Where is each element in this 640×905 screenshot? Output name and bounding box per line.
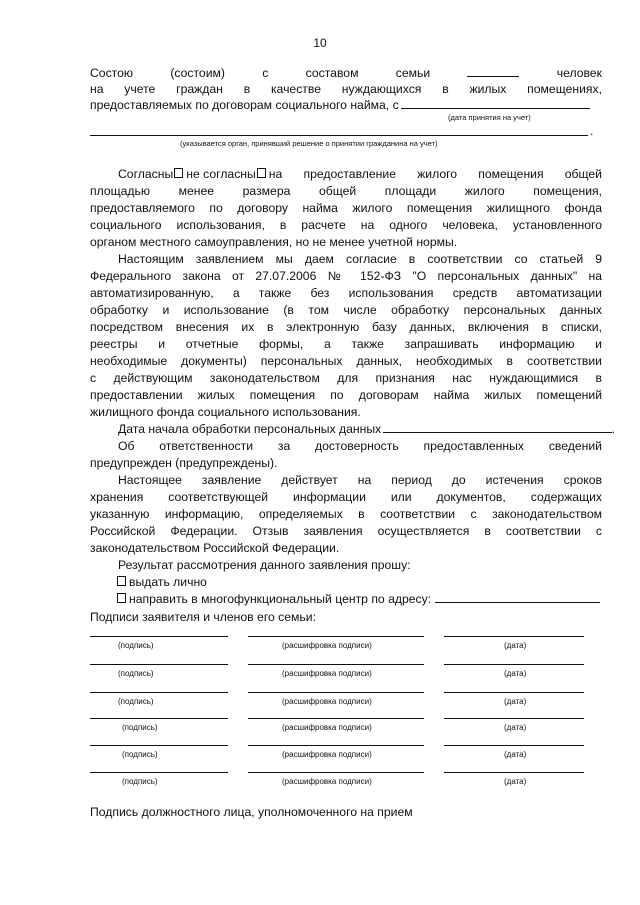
organ-line-period: . (590, 124, 594, 138)
intro-word: нуждающихся (341, 82, 422, 96)
intro-word: граждан (176, 82, 223, 96)
pd-word: и (158, 337, 166, 351)
intro-word: семьи (395, 66, 431, 80)
validity-line-4: Российской Федерации. Отзыв заявления осуществляется в соответствии с (90, 524, 602, 538)
consent-word: общей (318, 184, 357, 198)
pd-word: а (323, 337, 331, 351)
validity-line-5: законодательством Российской Федерации. (90, 541, 340, 555)
intro-text: предоставляемых по договорам социального найма, с (90, 98, 399, 112)
issue-personally-checkbox[interactable] (117, 576, 126, 586)
start-date-line (90, 421, 615, 437)
mfc-address-blank[interactable] (435, 591, 600, 603)
pd-line-8: с действующим законодательством для признания нас нуждающимися в (90, 371, 602, 385)
date-caption: (дата) (504, 723, 527, 732)
pd-word: отчетные (185, 337, 239, 351)
disagree-label: не согласны (186, 167, 256, 181)
agree-checkbox[interactable] (174, 168, 183, 178)
date-caption: (дата) (504, 641, 527, 650)
consent-line-3: предоставляемого по договору найма жилого помещения жилищного фонда (90, 201, 602, 215)
pd-line-1: Настоящим заявлением мы даем согласие в соответствии со статьей 9 (118, 252, 602, 266)
pd-line-9: предоставлении жилых помещения по договорам найма жилых помещений (90, 388, 602, 402)
issue-personally-label: выдать лично (129, 575, 207, 589)
result-option-2 (116, 591, 600, 607)
date-caption: (дата) (504, 697, 527, 706)
signature-line[interactable] (90, 636, 228, 637)
intro-line-3 (90, 97, 590, 113)
signature-caption: (подпись) (122, 723, 158, 732)
consent-word: жилого (464, 184, 505, 198)
date-line[interactable] (444, 745, 584, 746)
intro-word: (состоим) (170, 66, 225, 80)
result-heading: Результат рассмотрения данного заявления прошу: (118, 558, 411, 572)
pd-word: запрашивать (404, 337, 479, 351)
decode-line[interactable] (248, 772, 424, 773)
consent-word: площадью (90, 184, 151, 198)
consent-word: размера (242, 184, 291, 198)
decode-line[interactable] (248, 636, 424, 637)
result-option-1 (116, 574, 628, 590)
responsibility-word: сведений (548, 439, 602, 453)
intro-word: Состою (90, 66, 134, 80)
signature-line[interactable] (90, 718, 228, 719)
send-to-mfc-checkbox[interactable] (117, 593, 126, 603)
disagree-checkbox[interactable] (257, 168, 266, 178)
intro-word: в (243, 82, 251, 96)
pd-line-7: необходимые документы) персональных данных, необходимых в соответствии (90, 354, 602, 368)
consent-word: менее (178, 184, 215, 198)
pd-line-5: посредством внесения их в электронную базу данных, включения в списки, (90, 320, 602, 334)
decode-line[interactable] (248, 664, 424, 665)
decode-line[interactable] (248, 692, 424, 693)
consent-text: на предоставление жилого помещения общей (268, 167, 602, 181)
date-caption: (дата) (504, 669, 527, 678)
signature-caption: (подпись) (122, 750, 158, 759)
date-line[interactable] (444, 636, 584, 637)
send-to-mfc-label: направить в многофункциональный центр по адресу: (129, 592, 432, 606)
intro-word: составом (305, 66, 359, 80)
signature-caption: (подпись) (118, 669, 154, 678)
validity-line-1: Настоящее заявление действует на период до истечения сроков (118, 473, 602, 487)
responsibility-word: за (277, 439, 291, 453)
consent-line-1 (90, 166, 602, 182)
pd-line-6 (90, 336, 602, 352)
decode-caption: (расшифровка подписи) (282, 697, 372, 706)
responsibility-word: достоверность (315, 439, 399, 453)
date-line[interactable] (444, 772, 584, 773)
pd-word: также (351, 337, 384, 351)
family-size-blank[interactable] (467, 65, 519, 77)
date-caption: (дата) (504, 777, 527, 786)
pd-line-4: обработку и использование (в том числе обработку персональных данных (90, 303, 602, 317)
decode-caption: (расшифровка подписи) (282, 723, 372, 732)
signature-caption: (подпись) (118, 641, 154, 650)
decode-caption: (расшифровка подписи) (282, 641, 372, 650)
consent-word: помещения, (533, 184, 602, 198)
signature-line[interactable] (90, 772, 228, 773)
consent-line-5: органом местного самоуправления, но не менее учетной нормы. (90, 235, 458, 249)
intro-line-2 (90, 81, 602, 97)
signature-line[interactable] (90, 745, 228, 746)
start-date-blank[interactable] (383, 421, 611, 433)
consent-word: площади (384, 184, 437, 198)
pd-line-10: жилищного фонда социального использования. (90, 405, 361, 419)
date-caption: (дата) (504, 750, 527, 759)
pd-word: реестры (90, 337, 138, 351)
pd-word: и (595, 337, 602, 351)
responsibility-word: Об (118, 439, 135, 453)
validity-line-2: хранения соответствующей информации или документов, содержащих (90, 490, 602, 504)
date-line[interactable] (444, 718, 584, 719)
signature-caption: (подпись) (118, 697, 154, 706)
consent-line-4: социального использования, в расчете на одного человека, установленного (90, 218, 602, 232)
intro-word: помещениях, (527, 82, 602, 96)
start-date-label: Дата начала обработки персональных данных (118, 422, 382, 436)
responsibility-line-2: предупрежден (предупреждены). (90, 456, 278, 470)
intro-word: человек (556, 66, 602, 80)
intro-line-1 (90, 65, 602, 81)
responsibility-line-1 (90, 438, 602, 454)
responsibility-word: ответственности (159, 439, 254, 453)
consent-line-2 (90, 183, 602, 199)
date-line[interactable] (444, 692, 584, 693)
decode-caption: (расшифровка подписи) (282, 669, 372, 678)
decode-caption: (расшифровка подписи) (282, 777, 372, 786)
signature-caption: (подпись) (122, 777, 158, 786)
date-caption: (дата принятия на учет) (448, 113, 531, 122)
intro-word: в (442, 82, 449, 96)
decode-caption: (расшифровка подписи) (282, 750, 372, 759)
validity-line-3: указанную информацию, определяемых в соответствии с законодательством (90, 507, 602, 521)
official-signature-label: Подпись должностного лица, уполномоченного на прием (90, 805, 413, 819)
page-number: 10 (313, 36, 327, 50)
decode-line[interactable] (248, 745, 424, 746)
pd-line-2: Федерального закона от 27.07.2006 № 152-ФЗ "О персональных данных" на (90, 269, 602, 283)
pd-word: информацию (499, 337, 575, 351)
signature-line[interactable] (90, 692, 228, 693)
intro-word: на (90, 82, 104, 96)
intro-word: учете (124, 82, 156, 96)
intro-word: с (262, 66, 269, 80)
date-line[interactable] (444, 664, 584, 665)
intro-word: жилых (469, 82, 507, 96)
signatures-heading: Подписи заявителя и членов его семьи: (90, 610, 316, 624)
organ-caption: (указывается орган, принявший решение о принятии гражданина на учет) (180, 139, 438, 148)
organ-line[interactable] (90, 135, 588, 136)
start-date-period: . (611, 422, 615, 436)
pd-line-3: автоматизированную, а также без использования средств автоматизации (90, 286, 602, 300)
intro-word: качестве (270, 82, 321, 96)
decode-line[interactable] (248, 718, 424, 719)
agree-label: Согласны (118, 167, 174, 181)
signature-line[interactable] (90, 664, 228, 665)
responsibility-word: предоставленных (423, 439, 524, 453)
pd-word: формы, (259, 337, 304, 351)
registration-date-blank[interactable] (401, 97, 590, 109)
